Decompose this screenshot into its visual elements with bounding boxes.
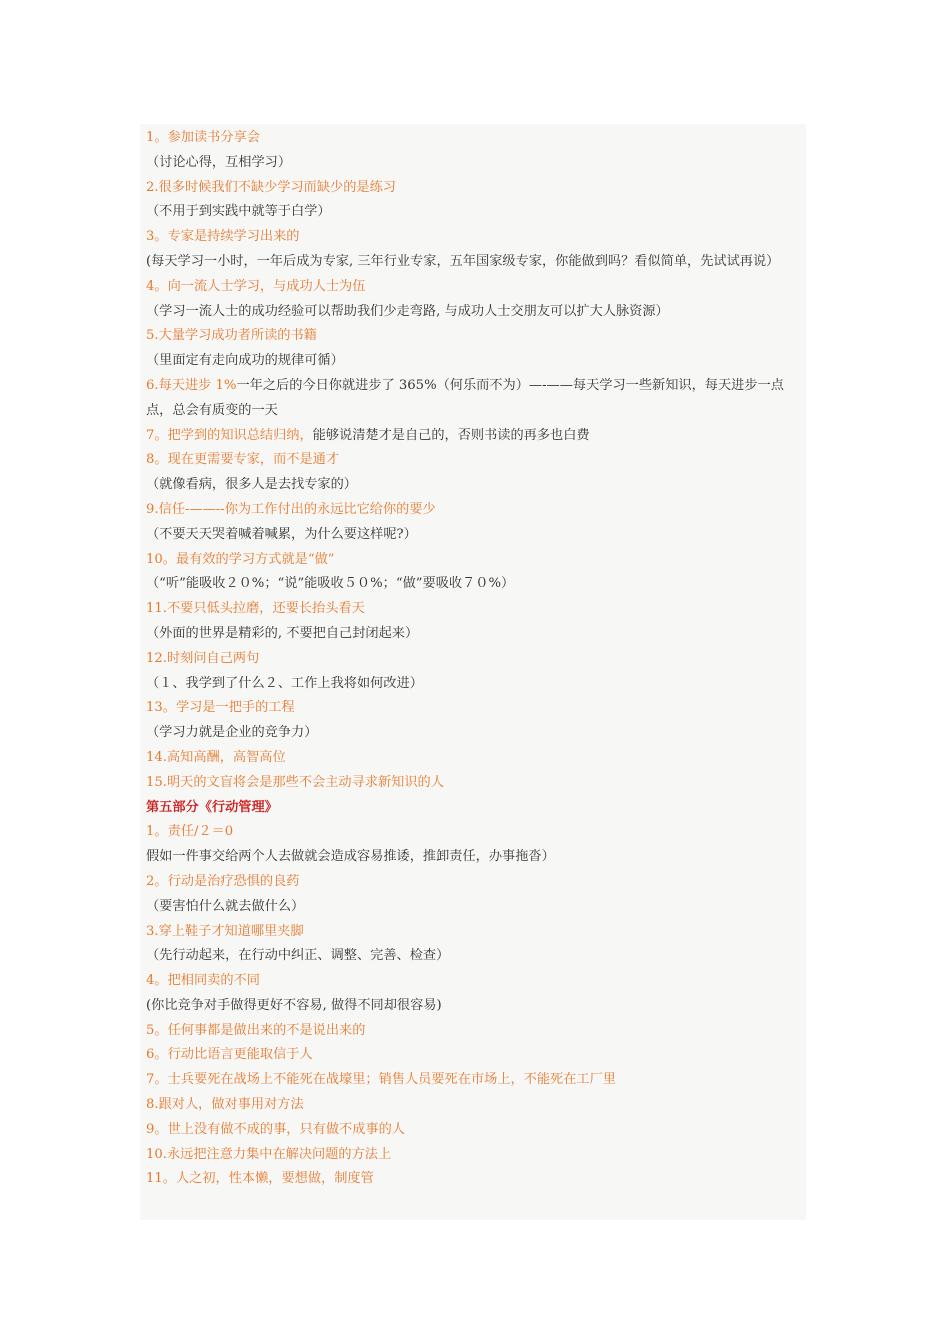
list-item-title: 3。专家是持续学习出来的 (146, 229, 300, 245)
list-item-note: (每天学习一小时，一年后成为专家, 三年行业专家，五年国家级专家，你能做到吗？看似简单，先试试再说） (146, 253, 780, 269)
text-segment: 6.每天进步 1% (146, 377, 237, 393)
section-heading: 第五部分《行动管理》 (146, 799, 278, 815)
list-item-note: （学习一流人士的成功经验可以帮助我们少走弯路, 与成功人士交朋友可以扩大人脉资源） (146, 303, 669, 319)
list-item-title: 4。向一流人士学习，与成功人士为伍 (146, 278, 366, 294)
list-item-note: （讨论心得，互相学习） (146, 154, 292, 170)
text-line (146, 424, 806, 449)
list-item-title: 12.时刻问自己两句 (146, 650, 260, 666)
list-item-title: 5。任何事都是做出来的不是说出来的 (146, 1022, 366, 1038)
list-item-title: 11。人之初，性本懒，要想做，制度管 (146, 1171, 374, 1187)
list-item-title: 14.高知高酬，高智高位 (146, 749, 286, 765)
list-item-note: （不用于到实践中就等于白学） (146, 204, 331, 220)
list-item-title: 10.永远把注意力集中在解决问题的方法上 (146, 1146, 392, 1162)
list-item-note: （就像看病，很多人是去找专家的） (146, 477, 357, 493)
list-item-note: （“听”能吸收２０%；“说”能吸收５０%；“做”要吸收７０%） (146, 576, 515, 592)
list-item-note: （先行动起来，在行动中纠正、调整、完善、检查） (146, 948, 450, 964)
list-item-title: 10。最有效的学习方式就是“做” (146, 551, 335, 567)
list-item-note: （外面的世界是精彩的, 不要把自己封闭起来） (146, 625, 419, 641)
list-item-title: 5.大量学习成功者所读的书籍 (146, 328, 317, 344)
list-item-note: （要害怕什么就去做什么） (146, 898, 305, 914)
list-item-title: 4。把相同卖的不同 (146, 973, 260, 989)
list-item-title: 6。行动比语言更能取信于人 (146, 1047, 313, 1063)
list-item-note: 假如一件事交给两个人去做就会造成容易推诿，推卸责任，办事拖沓） (146, 849, 555, 865)
list-item-note: （１、我学到了什么２、工作上我将如何改进） (146, 675, 423, 691)
list-item-title: 8.跟对人，做对事用对方法 (146, 1097, 304, 1113)
list-item-title: 2.很多时候我们不缺少学习而缺少的是练习 (146, 179, 396, 195)
list-item-note: （里面定有走向成功的规律可循） (146, 353, 344, 369)
list-item-note: (你比竞争对手做得更好不容易, 做得不同却很容易) (146, 997, 442, 1013)
text-segment: 一年之后的今日你就进步了 365%（何乐而不为）—-——每天学习一些新知识，每天进步一点点，总会有质变的一天 (146, 377, 784, 418)
list-item-title: 15.明天的文盲将会是那些不会主动寻求新知识的人 (146, 774, 444, 790)
document-content (140, 124, 806, 1220)
list-item-title: 2。行动是治疗恐惧的良药 (146, 873, 300, 889)
list-item-title: 7。士兵要死在战场上不能死在战壕里；销售人员要死在市场上，不能死在工厂里 (146, 1072, 616, 1088)
list-item-title: 3.穿上鞋子才知道哪里夹脚 (146, 923, 304, 939)
list-item-title: 1。参加读书分享会 (146, 130, 260, 145)
list-item-title: 9.信任-——--你为工作付出的永远比它给你的要少 (146, 501, 436, 517)
list-item-note: （不要天天哭着喊着喊累，为什么要这样呢?） (146, 526, 417, 542)
text-segment: 能够说清楚才是自己的，否则书读的再多也白费 (312, 427, 590, 443)
list-item-title: 1。责任/２＝0 (146, 824, 234, 840)
list-item-title: 8。现在更需要专家，而不是通才 (146, 452, 340, 468)
text-segment: 7。把学到的知识总结归纳， (146, 427, 313, 443)
list-item-title: 9。世上没有做不成的事，只有做不成事的人 (146, 1121, 405, 1137)
list-item-title: 11.不要只低头拉磨，还要长抬头看天 (146, 601, 365, 617)
list-item-note: （学习力就是企业的竞争力） (146, 725, 318, 741)
list-item-title: 13。学习是一把手的工程 (146, 700, 295, 716)
text-line (146, 374, 806, 424)
